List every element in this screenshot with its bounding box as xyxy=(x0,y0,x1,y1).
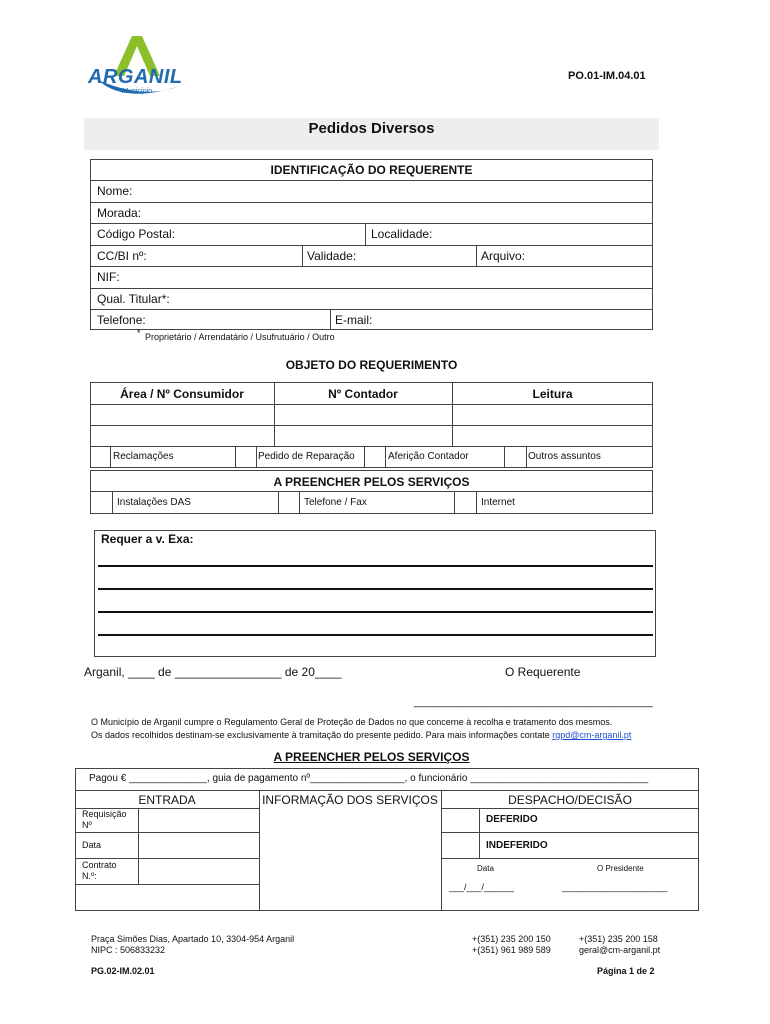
requer-box[interactable] xyxy=(94,530,656,657)
nome-field[interactable]: Nome: xyxy=(97,184,133,198)
validade-field[interactable]: Validade: xyxy=(307,249,357,263)
col-leitura: Leitura xyxy=(532,387,573,401)
contrato-label: Contrato N.º: xyxy=(82,860,117,881)
checkbox-instalacoes[interactable] xyxy=(91,492,112,513)
footer-address: Praça Simões Dias, Apartado 10, 3304-954 Arganil xyxy=(91,934,295,944)
option-afericao: Aferição Contador xyxy=(388,451,469,462)
localidade-field[interactable]: Localidade: xyxy=(371,227,433,241)
indeferido-label: INDEFERIDO xyxy=(486,840,548,851)
logo-subtext: Município xyxy=(122,88,152,95)
requisicao-label: Requisição Nº xyxy=(82,809,127,830)
objeto-heading: OBJETO DO REQUERIMENTO xyxy=(285,358,458,372)
despacho-header: DESPACHO/DECISÃO xyxy=(508,793,632,807)
option-instalacoes: Instalações DAS xyxy=(117,497,191,508)
requerente-label: O Requerente xyxy=(505,665,581,679)
signature-line[interactable]: _______________________________________ xyxy=(414,696,653,708)
morada-field[interactable]: Morada: xyxy=(97,206,142,220)
footnote-star: * xyxy=(137,328,141,338)
presidente-sign-line[interactable]: _____________________ xyxy=(562,882,668,892)
checkbox-deferido[interactable] xyxy=(442,809,479,832)
document-code: PO.01-IM.04.01 xyxy=(568,70,646,82)
footnote-text: Proprietário / Arrendatário / Usufrutuário / Outro xyxy=(145,332,335,342)
servicos2-heading: A PREENCHER PELOS SERVIÇOS xyxy=(273,750,470,764)
logo xyxy=(84,30,194,102)
option-telefone-fax: Telefone / Fax xyxy=(304,497,367,508)
checkbox-reclamacoes[interactable] xyxy=(91,447,110,467)
pagou-line[interactable]: Pagou € ______________, guia de pagamento nº_________________, o funcionário ________________________________ xyxy=(89,773,649,784)
option-reclamacoes: Reclamações xyxy=(113,451,174,462)
footer-tel2: +(351) 961 989 589 xyxy=(472,945,551,955)
footer-nipc: NIPC : 506833232 xyxy=(91,945,166,955)
cc-field[interactable]: CC/BI nº: xyxy=(97,249,147,263)
checkbox-outros[interactable] xyxy=(505,447,526,467)
rgpd-text: Os dados recolhidos destinam-se exclusivamente à tramitação do presente pedido. Para mais informações contate xyxy=(91,730,553,740)
nif-field[interactable]: NIF: xyxy=(97,270,120,284)
footer-code: PG.02-IM.02.01 xyxy=(91,966,155,976)
presidente-label: O Presidente xyxy=(597,864,644,873)
logo-text: ARGANIL xyxy=(88,66,183,88)
footer-email: geral@cm-arganil.pt xyxy=(579,945,661,955)
arquivo-field[interactable]: Arquivo: xyxy=(481,249,526,263)
checkbox-internet[interactable] xyxy=(455,492,476,513)
entrada-header: ENTRADA xyxy=(138,793,196,807)
option-outros: Outros assuntos xyxy=(528,451,601,462)
footer-fax: +(351) 235 200 158 xyxy=(579,934,658,944)
deferido-label: DEFERIDO xyxy=(486,814,538,825)
page-title: Pedidos Diversos xyxy=(308,120,435,137)
data-label: Data xyxy=(82,840,102,850)
servicos1-heading: A PREENCHER PELOS SERVIÇOS xyxy=(273,475,470,489)
informacao-header: INFORMAÇÃO DOS SERVIÇOS xyxy=(262,793,438,807)
option-internet: Internet xyxy=(481,497,515,508)
option-pedido-reparacao: Pedido de Reparação xyxy=(258,451,355,462)
codigo-postal-field[interactable]: Código Postal: xyxy=(97,227,176,241)
rgpd-line2 xyxy=(91,730,631,740)
checkbox-telefone-fax[interactable] xyxy=(279,492,299,513)
checkbox-pedido-reparacao[interactable] xyxy=(236,447,256,467)
local-data[interactable]: Arganil, ____ de ________________ de 20____ xyxy=(84,665,342,679)
qual-titular-field[interactable]: Qual. Titular*: xyxy=(97,292,170,306)
footer-page: Página 1 de 2 xyxy=(597,966,655,976)
rgpd-email-link[interactable]: rgpd@cm-arganil.pt xyxy=(552,730,632,740)
checkbox-indeferido[interactable] xyxy=(442,833,479,858)
identificacao-heading: IDENTIFICAÇÃO DO REQUERENTE xyxy=(270,163,473,177)
email-field[interactable]: E-mail: xyxy=(335,313,373,327)
telefone-field[interactable]: Telefone: xyxy=(97,313,146,327)
col-area: Área / Nº Consumidor xyxy=(120,387,244,401)
data2-label: Data xyxy=(477,864,494,873)
checkbox-afericao[interactable] xyxy=(365,447,385,467)
requer-label: Requer a v. Exa: xyxy=(101,532,194,546)
data-fill-line[interactable]: ___/___/______ xyxy=(449,882,515,892)
footer-tel1: +(351) 235 200 150 xyxy=(472,934,551,944)
rgpd-line1: O Município de Arganil cumpre o Regulamento Geral de Proteção de Dados no que concerne à recolha e tratamento dos mesmos. xyxy=(91,717,613,727)
col-contador: Nº Contador xyxy=(328,387,398,401)
